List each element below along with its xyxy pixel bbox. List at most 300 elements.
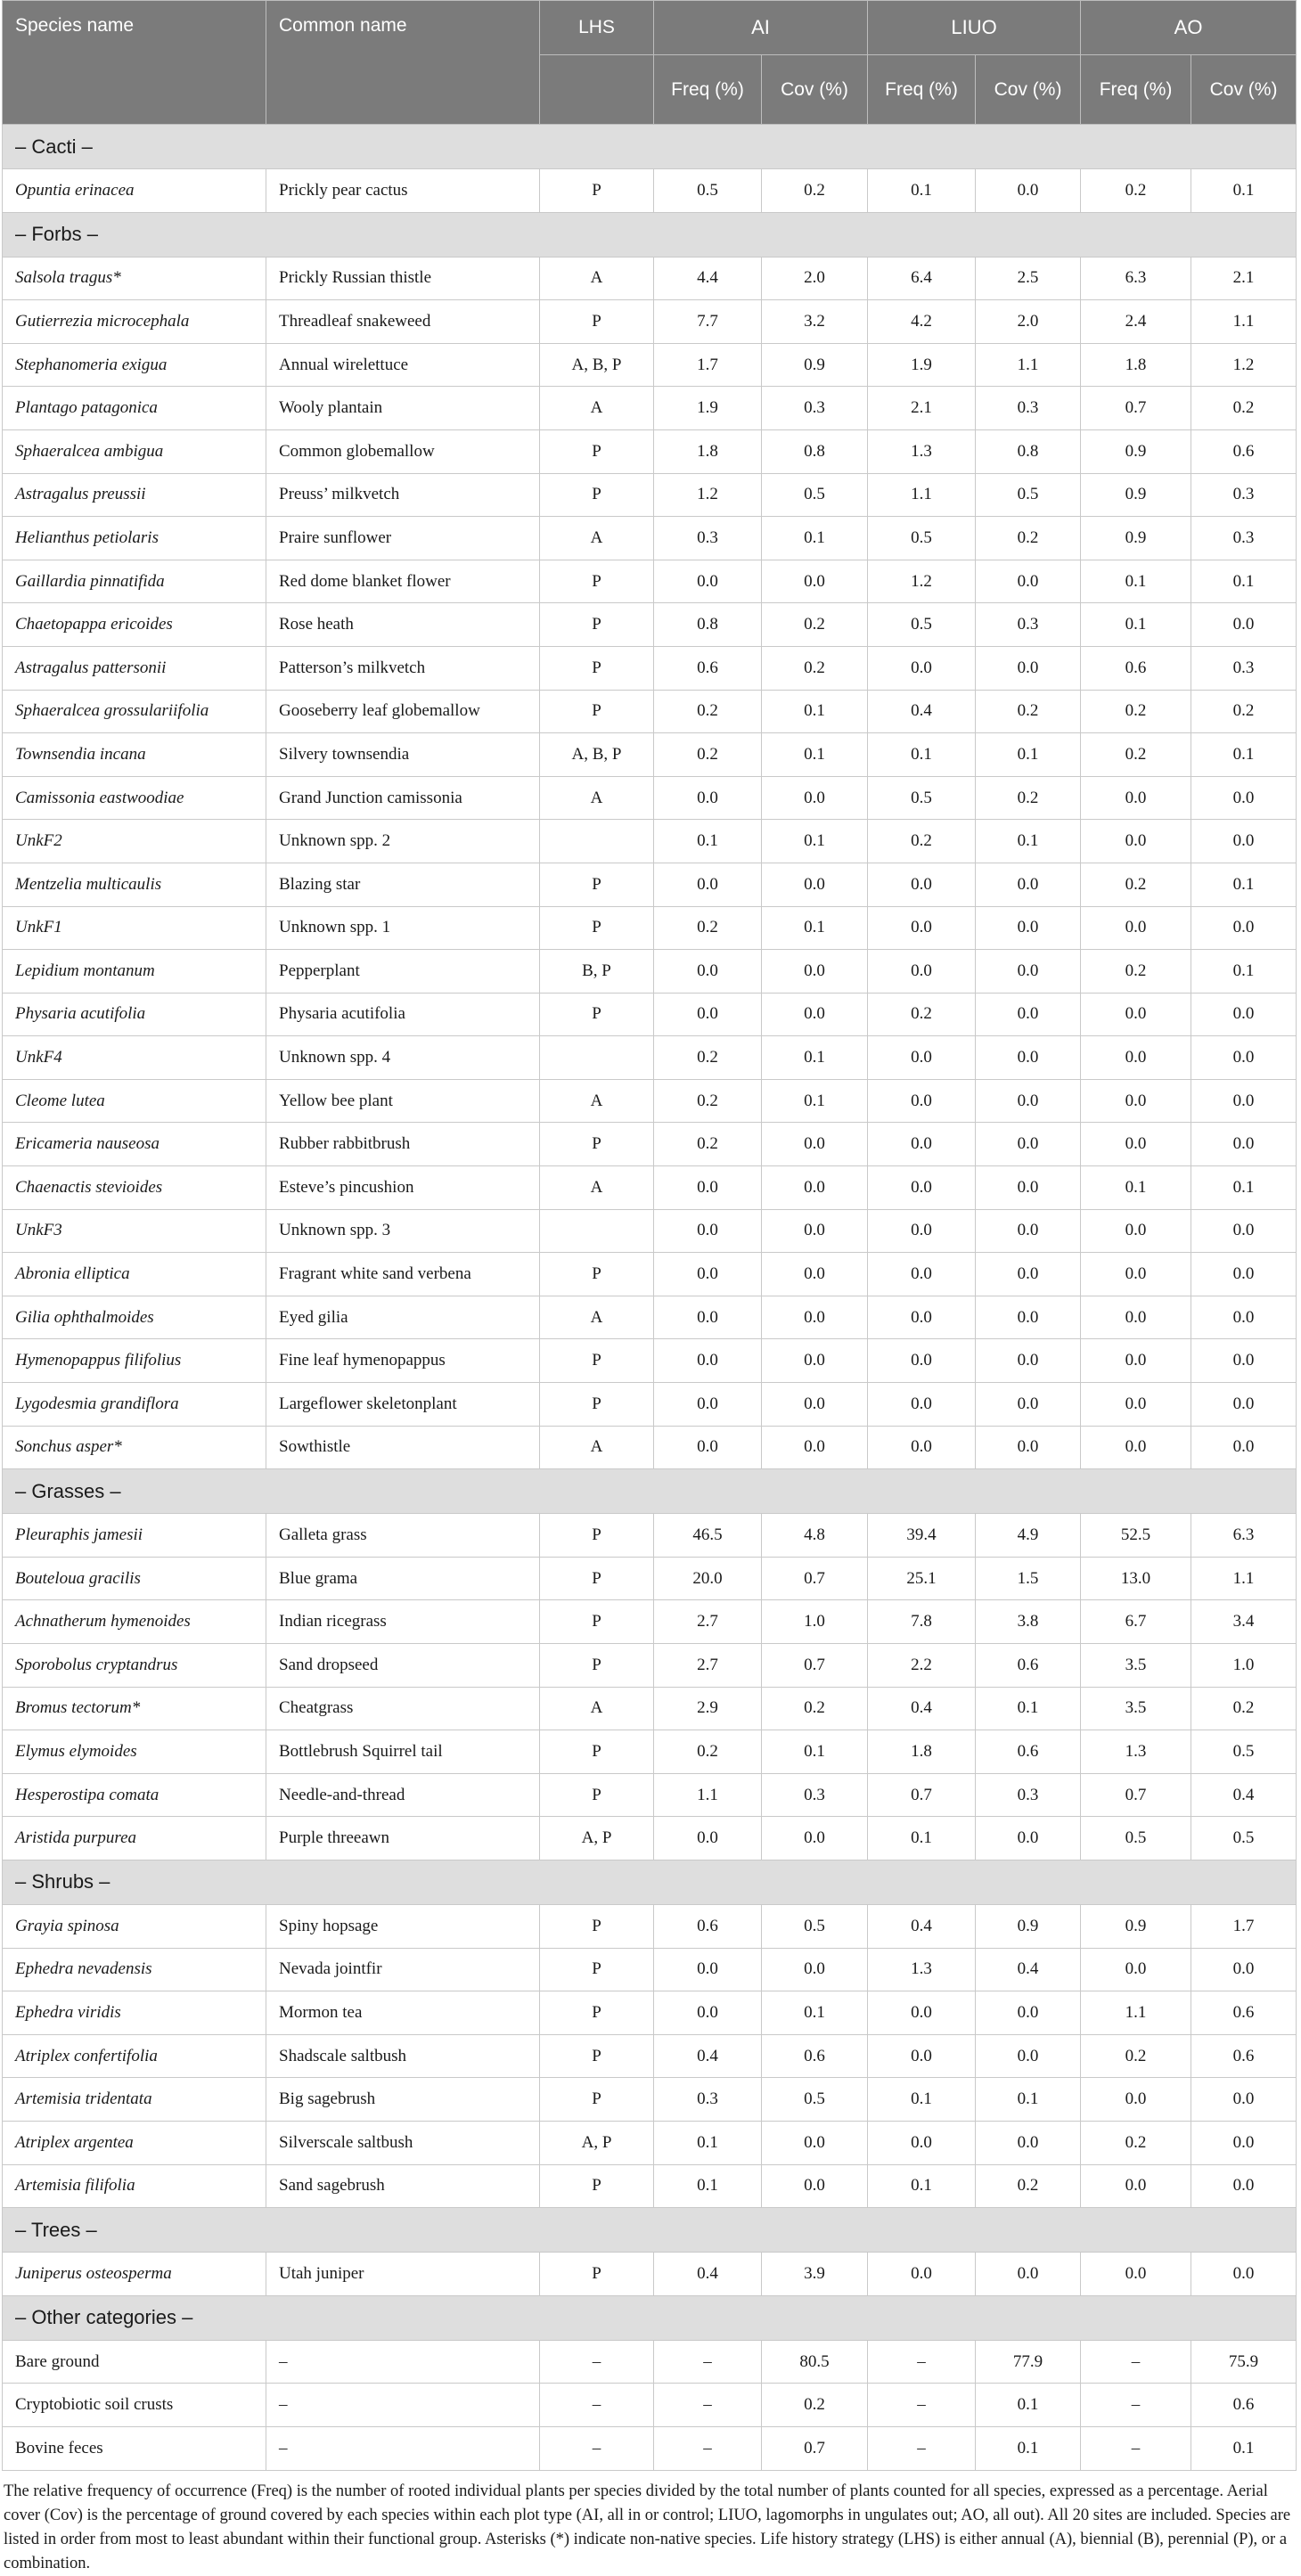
lhs-cell: P xyxy=(540,1600,654,1644)
ai-freq-cell: 0.2 xyxy=(654,1036,762,1080)
lhs-cell: P xyxy=(540,1514,654,1558)
ao-freq-cell: 0.0 xyxy=(1081,776,1191,820)
ao-cov-cell: 0.0 xyxy=(1191,776,1297,820)
liuo-freq-cell: 1.3 xyxy=(868,1948,976,1991)
ai-freq-cell: 46.5 xyxy=(654,1514,762,1558)
ai-cov-cell: 0.0 xyxy=(762,1166,868,1210)
ai-cov-cell: 0.9 xyxy=(762,343,868,387)
table-row xyxy=(3,1036,1297,1080)
table-row xyxy=(3,950,1297,994)
ao-cov-cell: 0.0 xyxy=(1191,603,1297,647)
species-name-cell: UnkF1 xyxy=(3,906,266,950)
species-name-cell: Atriplex confertifolia xyxy=(3,2034,266,2078)
ai-freq-cell: 0.6 xyxy=(654,1904,762,1948)
header-species-name: Species name xyxy=(3,1,266,125)
category-row xyxy=(3,1860,1297,1904)
category-title: – Other categories – xyxy=(3,2295,1297,2340)
liuo-freq-cell: 0.0 xyxy=(868,1079,976,1123)
ao-cov-cell: 0.1 xyxy=(1191,2426,1297,2470)
ai-cov-cell: 0.1 xyxy=(762,1036,868,1080)
liuo-cov-cell: 0.0 xyxy=(976,1383,1081,1427)
liuo-freq-cell: 0.4 xyxy=(868,1687,976,1730)
ai-freq-cell: 0.0 xyxy=(654,560,762,603)
lhs-cell: P xyxy=(540,993,654,1036)
liuo-freq-cell: 39.4 xyxy=(868,1514,976,1558)
liuo-freq-cell: 0.0 xyxy=(868,2121,976,2164)
liuo-freq-cell: 0.0 xyxy=(868,863,976,906)
header-cov-liuo xyxy=(976,55,1081,125)
ai-freq-cell: – xyxy=(654,2340,762,2384)
liuo-cov-cell: 0.0 xyxy=(976,950,1081,994)
common-name-cell: Grand Junction camissonia xyxy=(266,776,540,820)
common-name-cell: Wooly plantain xyxy=(266,387,540,430)
ai-cov-cell: 0.1 xyxy=(762,690,868,733)
ai-freq-cell: 0.1 xyxy=(654,820,762,863)
lhs-cell: P xyxy=(540,560,654,603)
header-freq-liuo xyxy=(868,55,976,125)
common-name-cell: Threadleaf snakeweed xyxy=(266,300,540,344)
liuo-cov-cell: 0.1 xyxy=(976,2426,1081,2470)
ai-cov-cell: 0.5 xyxy=(762,473,868,517)
ai-freq-cell: 2.7 xyxy=(654,1644,762,1688)
ao-cov-cell: 0.5 xyxy=(1191,1817,1297,1860)
common-name-cell: Unknown spp. 2 xyxy=(266,820,540,863)
header-cov-label: Cov (%) xyxy=(1209,78,1278,100)
ao-cov-cell: 75.9 xyxy=(1191,2340,1297,2384)
liuo-freq-cell: 0.0 xyxy=(868,1383,976,1427)
species-name-cell: Stephanomeria exigua xyxy=(3,343,266,387)
common-name-cell: Annual wirelettuce xyxy=(266,343,540,387)
species-name-cell: Achnatherum hymenoides xyxy=(3,1600,266,1644)
ao-cov-cell: 0.6 xyxy=(1191,1991,1297,2035)
liuo-cov-cell: 0.2 xyxy=(976,690,1081,733)
liuo-freq-cell: 0.1 xyxy=(868,733,976,777)
ao-freq-cell: 0.0 xyxy=(1081,1123,1191,1166)
header-freq-label: Freq (%) xyxy=(1099,78,1173,100)
common-name-cell: – xyxy=(266,2426,540,2470)
category-title: – Shrubs – xyxy=(3,1860,1297,1904)
lhs-cell: P xyxy=(540,2164,654,2208)
liuo-freq-cell: 0.2 xyxy=(868,820,976,863)
liuo-freq-cell: 0.0 xyxy=(868,906,976,950)
ao-cov-cell: 6.3 xyxy=(1191,1514,1297,1558)
ai-cov-cell: 0.0 xyxy=(762,560,868,603)
common-name-cell: Sand dropseed xyxy=(266,1644,540,1688)
common-name-cell: Praire sunflower xyxy=(266,517,540,560)
liuo-freq-cell: 0.0 xyxy=(868,646,976,690)
ao-cov-cell: 0.6 xyxy=(1191,429,1297,473)
ai-freq-cell: 0.0 xyxy=(654,1948,762,1991)
ao-cov-cell: 0.1 xyxy=(1191,1166,1297,1210)
common-name-cell: Blazing star xyxy=(266,863,540,906)
ao-freq-cell: 0.1 xyxy=(1081,1166,1191,1210)
species-name-cell: Astragalus preussii xyxy=(3,473,266,517)
lhs-cell: P xyxy=(540,2034,654,2078)
liuo-freq-cell: 0.0 xyxy=(868,1036,976,1080)
ao-cov-cell: 0.1 xyxy=(1191,169,1297,213)
ao-cov-cell: 0.2 xyxy=(1191,690,1297,733)
category-row xyxy=(3,2208,1297,2253)
liuo-freq-cell: 0.1 xyxy=(868,2164,976,2208)
ao-freq-cell: 0.9 xyxy=(1081,429,1191,473)
table-row xyxy=(3,2340,1297,2384)
ai-cov-cell: 0.0 xyxy=(762,776,868,820)
ao-freq-cell: 0.1 xyxy=(1081,560,1191,603)
ao-freq-cell: 0.0 xyxy=(1081,820,1191,863)
species-name-cell: Juniperus osteosperma xyxy=(3,2253,266,2296)
ao-freq-cell: 0.0 xyxy=(1081,2253,1191,2296)
ao-freq-cell: 0.6 xyxy=(1081,646,1191,690)
ao-freq-cell: 0.0 xyxy=(1081,1079,1191,1123)
ai-cov-cell: 4.8 xyxy=(762,1514,868,1558)
lhs-cell: P xyxy=(540,1991,654,2035)
common-name-cell: Galleta grass xyxy=(266,1514,540,1558)
lhs-cell: A xyxy=(540,1687,654,1730)
ai-freq-cell: 0.8 xyxy=(654,603,762,647)
lhs-cell: P xyxy=(540,1253,654,1296)
ai-cov-cell: 0.0 xyxy=(762,993,868,1036)
species-name-cell: Opuntia erinacea xyxy=(3,169,266,213)
lhs-cell: P xyxy=(540,906,654,950)
table-row xyxy=(3,776,1297,820)
ai-cov-cell: 3.2 xyxy=(762,300,868,344)
ao-cov-cell: 0.0 xyxy=(1191,1339,1297,1383)
liuo-freq-cell: 0.2 xyxy=(868,993,976,1036)
ao-cov-cell: 0.6 xyxy=(1191,2384,1297,2427)
species-name-cell: Gaillardia pinnatifida xyxy=(3,560,266,603)
ao-cov-cell: 0.2 xyxy=(1191,1687,1297,1730)
species-name-cell: Grayia spinosa xyxy=(3,1904,266,1948)
ao-freq-cell: 0.0 xyxy=(1081,1383,1191,1427)
ai-freq-cell: 0.0 xyxy=(654,776,762,820)
ao-cov-cell: 0.6 xyxy=(1191,2034,1297,2078)
liuo-cov-cell: 0.1 xyxy=(976,1687,1081,1730)
species-name-cell: Artemisia filifolia xyxy=(3,2164,266,2208)
ai-freq-cell: 0.0 xyxy=(654,950,762,994)
table-row xyxy=(3,2164,1297,2208)
ai-cov-cell: 0.0 xyxy=(762,2121,868,2164)
common-name-cell: Unknown spp. 4 xyxy=(266,1036,540,1080)
table-row xyxy=(3,1166,1297,1210)
ao-cov-cell: 0.1 xyxy=(1191,733,1297,777)
table-row xyxy=(3,1687,1297,1730)
ai-freq-cell: 1.2 xyxy=(654,473,762,517)
ao-cov-cell: 0.0 xyxy=(1191,1123,1297,1166)
common-name-cell: Silverscale saltbush xyxy=(266,2121,540,2164)
table-row xyxy=(3,1600,1297,1644)
table-row xyxy=(3,300,1297,344)
table-row xyxy=(3,1426,1297,1469)
species-name-cell: Salsola tragus* xyxy=(3,257,266,300)
ai-freq-cell: 20.0 xyxy=(654,1557,762,1600)
lhs-cell: P xyxy=(540,1123,654,1166)
lhs-cell: P xyxy=(540,2078,654,2122)
header-group-ai: AI xyxy=(654,1,868,55)
ai-cov-cell: 0.7 xyxy=(762,2426,868,2470)
species-name-cell: Ephedra viridis xyxy=(3,1991,266,2035)
common-name-cell: Largeflower skeletonplant xyxy=(266,1383,540,1427)
common-name-cell: Gooseberry leaf globemallow xyxy=(266,690,540,733)
ai-cov-cell: 0.3 xyxy=(762,387,868,430)
species-name-cell: Artemisia tridentata xyxy=(3,2078,266,2122)
ai-cov-cell: 0.2 xyxy=(762,603,868,647)
table-row xyxy=(3,1123,1297,1166)
table-row xyxy=(3,1904,1297,1948)
liuo-cov-cell: 0.0 xyxy=(976,1123,1081,1166)
liuo-cov-cell: 0.1 xyxy=(976,820,1081,863)
lhs-cell: A xyxy=(540,1296,654,1339)
common-name-cell: Unknown spp. 1 xyxy=(266,906,540,950)
ai-freq-cell: 0.1 xyxy=(654,2164,762,2208)
ai-cov-cell: 0.0 xyxy=(762,1296,868,1339)
ao-freq-cell: 52.5 xyxy=(1081,1514,1191,1558)
liuo-freq-cell: 0.0 xyxy=(868,1426,976,1469)
ao-freq-cell: 3.5 xyxy=(1081,1644,1191,1688)
liuo-cov-cell: 0.0 xyxy=(976,1426,1081,1469)
liuo-cov-cell: 0.0 xyxy=(976,169,1081,213)
ai-cov-cell: 0.2 xyxy=(762,2384,868,2427)
liuo-freq-cell: – xyxy=(868,2426,976,2470)
species-name-cell: Hesperostipa comata xyxy=(3,1773,266,1817)
ai-freq-cell: 0.0 xyxy=(654,1209,762,1253)
ai-cov-cell: 0.1 xyxy=(762,733,868,777)
ao-cov-cell: 0.0 xyxy=(1191,820,1297,863)
liuo-cov-cell: 1.1 xyxy=(976,343,1081,387)
table-row xyxy=(3,1209,1297,1253)
liuo-freq-cell: 6.4 xyxy=(868,257,976,300)
table-row xyxy=(3,429,1297,473)
table-row xyxy=(3,169,1297,213)
lhs-cell: A xyxy=(540,387,654,430)
liuo-cov-cell: 0.0 xyxy=(976,906,1081,950)
lhs-cell: A xyxy=(540,257,654,300)
liuo-freq-cell: 0.0 xyxy=(868,1339,976,1383)
ai-freq-cell: 0.3 xyxy=(654,2078,762,2122)
liuo-cov-cell: 77.9 xyxy=(976,2340,1081,2384)
table-row xyxy=(3,820,1297,863)
ai-freq-cell: 0.0 xyxy=(654,1817,762,1860)
table-footnote: The relative frequency of occurrence (Freq) is the number of rooted individual plants per species divided by the total number of plants counted for all species, expressed as a percentage. Aerial cover (Cov) is the percentage of ground covered by each species within each plot type (AI, all in or control; LIUO, lagomorphs in ungulates out; AO, all out). All 20 sites are included. Species are listed in order from most to least abundant within their functional group. Asterisks (*) indicate non-native species. Life history strategy (LHS) is either annual (A), biennial (B), perennial (P), or a combination. xyxy=(4,2482,1291,2572)
category-row xyxy=(3,2295,1297,2340)
ai-cov-cell: 0.3 xyxy=(762,1773,868,1817)
species-name-cell: UnkF3 xyxy=(3,1209,266,1253)
ao-freq-cell: 6.7 xyxy=(1081,1600,1191,1644)
ao-freq-cell: 0.2 xyxy=(1081,2034,1191,2078)
lhs-cell: A, B, P xyxy=(540,733,654,777)
liuo-freq-cell: 0.0 xyxy=(868,2253,976,2296)
species-name-cell: Pleuraphis jamesii xyxy=(3,1514,266,1558)
species-name-cell: Chaetopappa ericoides xyxy=(3,603,266,647)
liuo-cov-cell: 0.2 xyxy=(976,2164,1081,2208)
common-name-cell: Bottlebrush Squirrel tail xyxy=(266,1730,540,1774)
lhs-cell xyxy=(540,820,654,863)
liuo-freq-cell: 0.7 xyxy=(868,1773,976,1817)
ao-freq-cell: 3.5 xyxy=(1081,1687,1191,1730)
ao-freq-cell: 0.7 xyxy=(1081,1773,1191,1817)
ai-cov-cell: 0.1 xyxy=(762,1079,868,1123)
ao-cov-cell: 3.4 xyxy=(1191,1600,1297,1644)
ao-freq-cell: 0.7 xyxy=(1081,387,1191,430)
ao-freq-cell: 13.0 xyxy=(1081,1557,1191,1600)
ao-freq-cell: 0.0 xyxy=(1081,1036,1191,1080)
ai-cov-cell: 0.1 xyxy=(762,1730,868,1774)
category-row xyxy=(3,1469,1297,1514)
lhs-cell: A xyxy=(540,776,654,820)
liuo-cov-cell: 0.4 xyxy=(976,1948,1081,1991)
ao-freq-cell: 0.2 xyxy=(1081,863,1191,906)
common-name-cell: Fine leaf hymenopappus xyxy=(266,1339,540,1383)
ai-cov-cell: 0.2 xyxy=(762,169,868,213)
lhs-cell: P xyxy=(540,603,654,647)
lhs-cell: P xyxy=(540,169,654,213)
liuo-freq-cell: 0.4 xyxy=(868,690,976,733)
species-name-cell: Helianthus petiolaris xyxy=(3,517,266,560)
ai-cov-cell: 0.0 xyxy=(762,2164,868,2208)
common-name-cell: Cheatgrass xyxy=(266,1687,540,1730)
liuo-cov-cell: 0.3 xyxy=(976,387,1081,430)
common-name-cell: Sowthistle xyxy=(266,1426,540,1469)
common-name-cell: Utah juniper xyxy=(266,2253,540,2296)
header-cov-ao xyxy=(1191,55,1297,125)
ai-freq-cell: 0.0 xyxy=(654,1339,762,1383)
liuo-cov-cell: 0.2 xyxy=(976,776,1081,820)
ai-freq-cell: 0.2 xyxy=(654,1123,762,1166)
ao-freq-cell: 0.0 xyxy=(1081,1253,1191,1296)
ai-cov-cell: 0.0 xyxy=(762,1948,868,1991)
header-lhs: LHS xyxy=(540,1,654,55)
ao-freq-cell: 0.0 xyxy=(1081,906,1191,950)
ai-freq-cell: 0.5 xyxy=(654,169,762,213)
species-name-cell: Abronia elliptica xyxy=(3,1253,266,1296)
header-lhs-blank xyxy=(540,55,654,125)
common-name-cell: Physaria acutifolia xyxy=(266,993,540,1036)
ai-cov-cell: 0.1 xyxy=(762,517,868,560)
species-name-cell: Plantago patagonica xyxy=(3,387,266,430)
species-name-cell: UnkF4 xyxy=(3,1036,266,1080)
lhs-cell: A xyxy=(540,1426,654,1469)
ao-freq-cell: 0.2 xyxy=(1081,690,1191,733)
species-table xyxy=(2,0,1297,2471)
liuo-freq-cell: 0.0 xyxy=(868,1166,976,1210)
ao-cov-cell: 0.3 xyxy=(1191,517,1297,560)
header-cov-ai xyxy=(762,55,868,125)
ai-freq-cell: 4.4 xyxy=(654,257,762,300)
category-title: – Cacti – xyxy=(3,125,1297,169)
ao-freq-cell: 0.0 xyxy=(1081,2078,1191,2122)
species-name-cell: Sporobolus cryptandrus xyxy=(3,1644,266,1688)
table-row xyxy=(3,1383,1297,1427)
ao-cov-cell: 0.3 xyxy=(1191,646,1297,690)
liuo-cov-cell: 2.5 xyxy=(976,257,1081,300)
ai-cov-cell: 0.5 xyxy=(762,2078,868,2122)
ao-cov-cell: 0.0 xyxy=(1191,2078,1297,2122)
ai-freq-cell: 0.2 xyxy=(654,906,762,950)
table-row xyxy=(3,1253,1297,1296)
ai-freq-cell: 1.8 xyxy=(654,429,762,473)
species-name-cell: Bouteloua gracilis xyxy=(3,1557,266,1600)
liuo-cov-cell: 0.0 xyxy=(976,1209,1081,1253)
lhs-cell xyxy=(540,1036,654,1080)
ao-freq-cell: 1.1 xyxy=(1081,1991,1191,2035)
ai-freq-cell: 0.2 xyxy=(654,733,762,777)
ao-freq-cell: 0.2 xyxy=(1081,2121,1191,2164)
liuo-cov-cell: 0.9 xyxy=(976,1904,1081,1948)
lhs-cell: P xyxy=(540,1773,654,1817)
ao-cov-cell: 1.2 xyxy=(1191,343,1297,387)
liuo-freq-cell: 1.3 xyxy=(868,429,976,473)
ao-freq-cell: – xyxy=(1081,2340,1191,2384)
ao-freq-cell: 0.0 xyxy=(1081,993,1191,1036)
common-name-cell: Rose heath xyxy=(266,603,540,647)
table-row xyxy=(3,1079,1297,1123)
lhs-cell: P xyxy=(540,690,654,733)
table-row xyxy=(3,560,1297,603)
table-row xyxy=(3,906,1297,950)
ai-freq-cell: 0.4 xyxy=(654,2034,762,2078)
table-row xyxy=(3,1514,1297,1558)
ai-freq-cell: 0.0 xyxy=(654,1253,762,1296)
table-row xyxy=(3,2426,1297,2470)
liuo-cov-cell: 0.0 xyxy=(976,1079,1081,1123)
ao-cov-cell: 0.3 xyxy=(1191,473,1297,517)
header-freq-label: Freq (%) xyxy=(885,78,958,100)
common-name-cell: – xyxy=(266,2340,540,2384)
ao-cov-cell: 0.0 xyxy=(1191,993,1297,1036)
table-row xyxy=(3,1644,1297,1688)
liuo-freq-cell: 1.1 xyxy=(868,473,976,517)
lhs-cell: A xyxy=(540,1166,654,1210)
lhs-cell: A, P xyxy=(540,2121,654,2164)
ao-freq-cell: 0.5 xyxy=(1081,1817,1191,1860)
category-title: – Forbs – xyxy=(3,212,1297,257)
species-name-cell: Cleome lutea xyxy=(3,1079,266,1123)
ao-cov-cell: 0.0 xyxy=(1191,1209,1297,1253)
lhs-cell: P xyxy=(540,1339,654,1383)
lhs-cell: P xyxy=(540,2253,654,2296)
species-name-cell: Physaria acutifolia xyxy=(3,993,266,1036)
ai-freq-cell: 0.0 xyxy=(654,993,762,1036)
common-name-cell: Preuss’ milkvetch xyxy=(266,473,540,517)
species-name-cell: Atriplex argentea xyxy=(3,2121,266,2164)
ao-cov-cell: 0.0 xyxy=(1191,1383,1297,1427)
liuo-cov-cell: 0.0 xyxy=(976,2034,1081,2078)
liuo-freq-cell: 7.8 xyxy=(868,1600,976,1644)
liuo-freq-cell: – xyxy=(868,2340,976,2384)
liuo-cov-cell: 0.3 xyxy=(976,603,1081,647)
category-title: – Trees – xyxy=(3,2208,1297,2253)
ai-cov-cell: 0.7 xyxy=(762,1557,868,1600)
common-name-cell: Purple threeawn xyxy=(266,1817,540,1860)
category-title: – Grasses – xyxy=(3,1469,1297,1514)
species-name-cell: Bare ground xyxy=(3,2340,266,2384)
ao-freq-cell: – xyxy=(1081,2426,1191,2470)
species-name-cell: Mentzelia multicaulis xyxy=(3,863,266,906)
species-name-cell: Gutierrezia microcephala xyxy=(3,300,266,344)
liuo-freq-cell: 0.1 xyxy=(868,1817,976,1860)
ai-cov-cell: 0.0 xyxy=(762,1426,868,1469)
ao-freq-cell: 0.2 xyxy=(1081,950,1191,994)
lhs-cell: A xyxy=(540,517,654,560)
ai-freq-cell: 0.2 xyxy=(654,690,762,733)
ai-cov-cell: 1.0 xyxy=(762,1600,868,1644)
ao-freq-cell: 0.2 xyxy=(1081,169,1191,213)
species-name-cell: Ephedra nevadensis xyxy=(3,1948,266,1991)
ao-cov-cell: 0.0 xyxy=(1191,1426,1297,1469)
ai-freq-cell: 0.0 xyxy=(654,1383,762,1427)
lhs-cell: A xyxy=(540,1079,654,1123)
common-name-cell: Patterson’s milkvetch xyxy=(266,646,540,690)
table-row xyxy=(3,1817,1297,1860)
